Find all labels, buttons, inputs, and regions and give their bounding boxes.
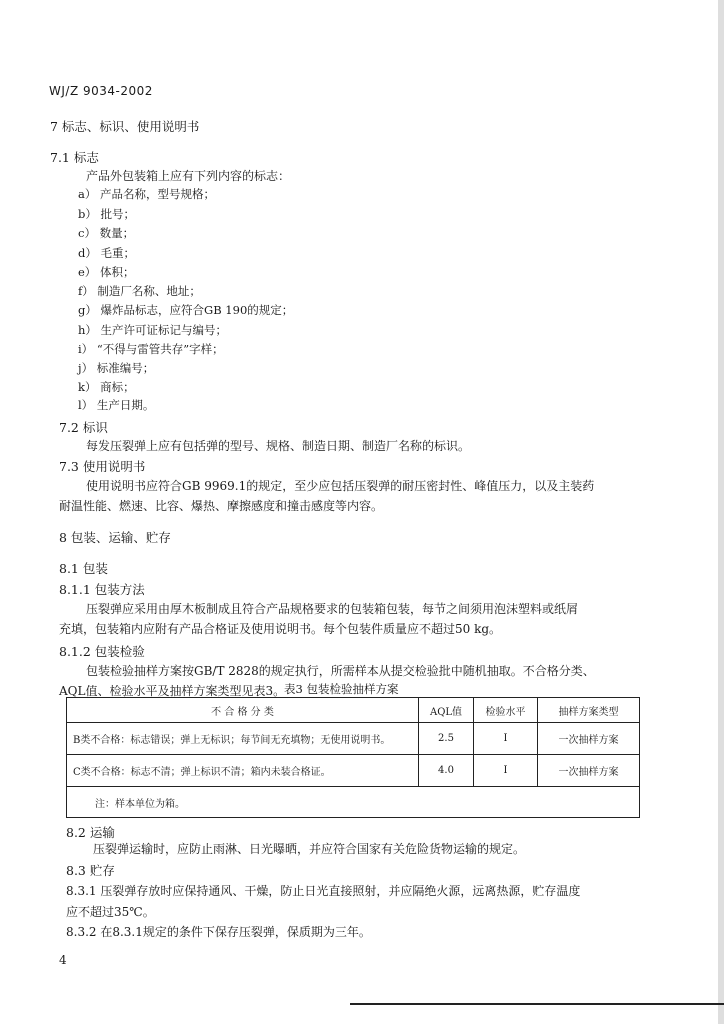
table-note: 注：样本单位为箱。 <box>67 787 640 818</box>
list-item: f） 制造厂名称、地址； <box>78 284 201 298</box>
section-7-2-title: 7.2 标识 <box>59 420 108 435</box>
section-8-2-title: 8.2 运输 <box>66 825 115 840</box>
table-cell: 一次抽样方案 <box>538 755 640 787</box>
list-item: a） 产品名称，型号规格； <box>78 187 216 201</box>
section-8-1-1-text-line1: 压裂弹应采用由厚木板制成且符合产品规格要求的包装箱包装，每节之间须用泡沫塑料或纸屑 <box>86 602 579 616</box>
list-item: c） 数量； <box>78 226 135 240</box>
section-8-3-1-text-line2: 应不超过35℃。 <box>66 905 155 919</box>
scan-edge-shadow <box>718 0 724 1024</box>
section-8-3-1-text-line1: 8.3.1 压裂弹存放时应保持通风、干燥，防止日光直接照射，并应隔绝火源，远离热源，贮存温度 <box>66 884 581 898</box>
section-8-1-2-text-line2: AQL值、检验水平及抽样方案类型见表3。 <box>59 684 286 698</box>
section-8-2-text: 压裂弹运输时，应防止雨淋、日光曝晒，并应符合国家有关危险货物运输的规定。 <box>93 842 526 856</box>
section-8-1-1-text-line2: 充填，包装箱内应附有产品合格证及使用说明书。每个包装件质量应不超过50 kg。 <box>59 622 502 636</box>
section-7-title: 7 标志、标识、使用说明书 <box>50 119 200 134</box>
sampling-plan-table <box>66 697 640 818</box>
section-7-3-text-line2: 耐温性能、燃速、比容、爆热、摩擦感度和撞击感度等内容。 <box>59 499 384 513</box>
table-cell: I <box>474 755 538 787</box>
list-item: d） 毛重； <box>78 246 136 260</box>
list-item: g） 爆炸品标志，应符合GB 190的规定； <box>78 303 294 317</box>
section-7-3-text-line1: 使用说明书应符合GB 9969.1的规定，至少应包括压裂弹的耐压密封性、峰值压力，以及主装药 <box>86 479 595 493</box>
header-aql: AQL值 <box>419 698 474 723</box>
standard-code: WJ/Z 9034-2002 <box>49 84 153 98</box>
list-item: l） 生产日期。 <box>78 398 155 412</box>
table-row <box>67 723 640 755</box>
scan-bottom-edge-line <box>350 1003 724 1005</box>
list-item: j） 标准编号； <box>78 361 155 375</box>
section-8-3-2-text: 8.3.2 在8.3.1规定的条件下保存压裂弹，保质期为三年。 <box>66 925 371 939</box>
table-cell: B类不合格：标志错误；弹上无标识；每节间无充填物；无使用说明书。 <box>67 723 419 755</box>
table-cell: I <box>474 723 538 755</box>
table-caption: 表3 包装检验抽样方案 <box>284 682 399 696</box>
table-cell: 一次抽样方案 <box>538 723 640 755</box>
table-row <box>67 755 640 787</box>
header-nonconformity-class: 不 合 格 分 类 <box>67 698 419 723</box>
list-item: h） 生产许可证标记与编号； <box>78 323 228 337</box>
section-7-2-text: 每发压裂弹上应有包括弹的型号、规格、制造日期、制造厂名称的标识。 <box>86 439 471 453</box>
list-item: b） 批号； <box>78 207 136 221</box>
section-8-title: 8 包装、运输、贮存 <box>59 530 171 545</box>
header-inspection-level: 检验水平 <box>474 698 538 723</box>
table-cell: C类不合格：标志不清；弹上标识不清；箱内未装合格证。 <box>67 755 419 787</box>
section-8-1-1-title: 8.1.1 包装方法 <box>59 582 145 597</box>
section-8-1-title: 8.1 包装 <box>59 561 108 576</box>
section-7-3-title: 7.3 使用说明书 <box>59 459 146 474</box>
section-7-1-intro: 产品外包装箱上应有下列内容的标志： <box>86 169 291 183</box>
section-7-1-title: 7.1 标志 <box>50 150 99 165</box>
list-item: i） “不得与雷管共存”字样； <box>78 342 224 356</box>
list-item: k） 商标； <box>78 380 135 394</box>
header-sampling-type: 抽样方案类型 <box>538 698 640 723</box>
section-8-1-2-text-line1: 包装检验抽样方案按GB/T 2828的规定执行，所需样本从提交检验批中随机抽取。不合格分类、 <box>86 664 595 678</box>
section-8-1-2-title: 8.1.2 包装检验 <box>59 644 145 659</box>
table-cell: 2.5 <box>419 723 474 755</box>
section-8-3-title: 8.3 贮存 <box>66 863 115 878</box>
table-note-row <box>67 787 640 818</box>
table-cell: 4.0 <box>419 755 474 787</box>
page-number: 4 <box>59 953 67 967</box>
list-item: e） 体积； <box>78 265 135 279</box>
table-header-row <box>67 698 640 723</box>
